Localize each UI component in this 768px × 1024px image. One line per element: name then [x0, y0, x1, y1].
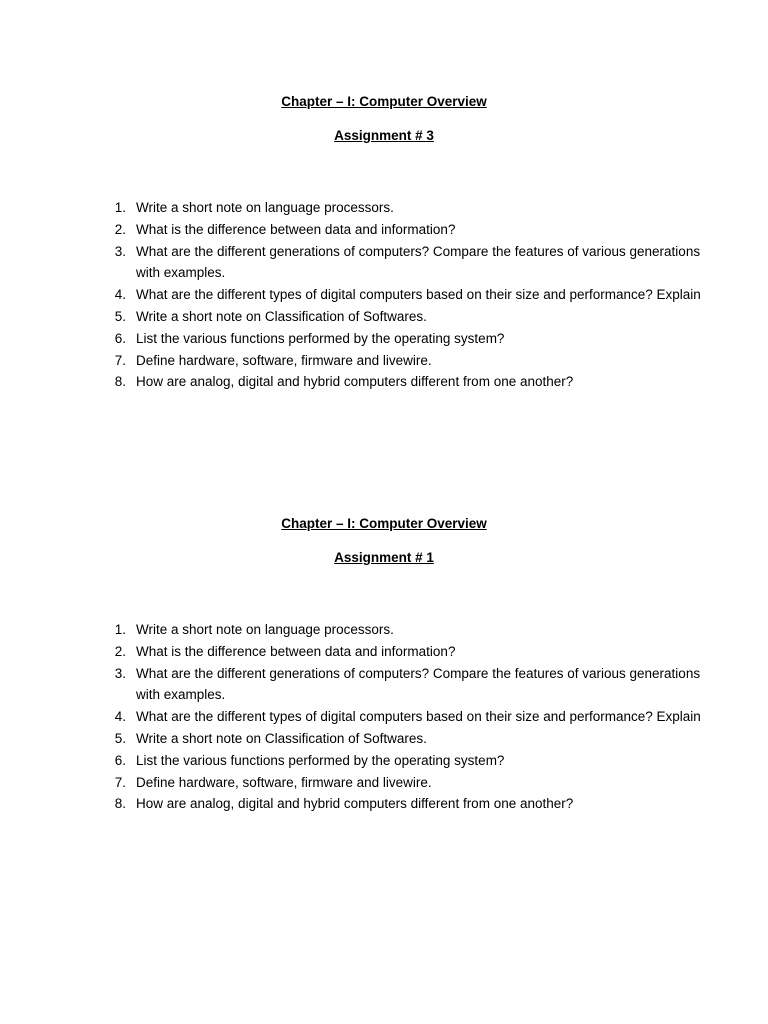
- chapter-title: Chapter – I: Computer Overview: [281, 516, 487, 531]
- question-number: 6.: [114, 752, 126, 768]
- question-text: What are the different types of digital computers based on their size and performance? Explain: [136, 709, 701, 725]
- question-item: [0, 219, 768, 241]
- question-item: [0, 241, 768, 285]
- question-text: What is the difference between data and information?: [136, 221, 456, 237]
- question-number: 3.: [114, 243, 126, 259]
- question-number: 4.: [114, 287, 126, 303]
- question-number: 1.: [114, 622, 126, 637]
- question-item: [0, 663, 768, 707]
- question-number: 7.: [114, 774, 126, 790]
- question-number: 2.: [114, 221, 126, 237]
- question-item: [0, 641, 768, 663]
- question-text: Write a short note on Classification of Softwares.: [136, 308, 427, 324]
- question-text: What are the different types of digital computers based on their size and performance? Explain: [136, 287, 701, 303]
- assignment-section-1: [0, 515, 768, 812]
- question-text: List the various functions performed by the operating system?: [136, 330, 505, 346]
- question-text: What are the different generations of computers? Compare the features of various generations with examples.: [136, 243, 701, 281]
- question-text: What are the different generations of computers? Compare the features of various generations with examples.: [136, 665, 701, 703]
- question-item: [0, 306, 768, 328]
- question-item: [0, 793, 768, 815]
- question-number: 1.: [114, 200, 126, 215]
- question-text: Write a short note on language processors.: [136, 622, 394, 637]
- question-item: [0, 728, 768, 750]
- assignment-title: Assignment # 3: [334, 128, 434, 143]
- question-item: [0, 772, 768, 794]
- question-number: 8.: [114, 796, 126, 812]
- question-text: What is the difference between data and information?: [136, 643, 456, 659]
- question-number: 5.: [114, 730, 126, 746]
- question-number: 3.: [114, 665, 126, 681]
- question-item: [0, 371, 768, 393]
- question-item: [0, 328, 768, 350]
- question-text: Define hardware, software, firmware and livewire.: [136, 352, 432, 368]
- question-item: [0, 619, 768, 641]
- question-text: List the various functions performed by the operating system?: [136, 752, 505, 768]
- assignment-title: Assignment # 1: [334, 550, 434, 565]
- question-list: [0, 619, 768, 815]
- question-text: Define hardware, software, firmware and livewire.: [136, 774, 432, 790]
- question-text: Write a short note on Classification of Softwares.: [136, 730, 427, 746]
- question-text: How are analog, digital and hybrid computers different from one another?: [136, 374, 574, 390]
- chapter-title: Chapter – I: Computer Overview: [281, 94, 487, 109]
- question-item: [0, 750, 768, 772]
- question-item: [0, 284, 768, 306]
- question-item: [0, 706, 768, 728]
- question-item: [0, 350, 768, 372]
- question-number: 8.: [114, 374, 126, 390]
- question-number: 5.: [114, 308, 126, 324]
- question-number: 7.: [114, 352, 126, 368]
- question-number: 2.: [114, 643, 126, 659]
- assignment-section-3: [0, 93, 768, 390]
- question-list: [0, 197, 768, 393]
- question-text: Write a short note on language processors.: [136, 200, 394, 215]
- question-text: How are analog, digital and hybrid computers different from one another?: [136, 796, 574, 812]
- question-number: 6.: [114, 330, 126, 346]
- question-number: 4.: [114, 709, 126, 725]
- question-item: [0, 197, 768, 219]
